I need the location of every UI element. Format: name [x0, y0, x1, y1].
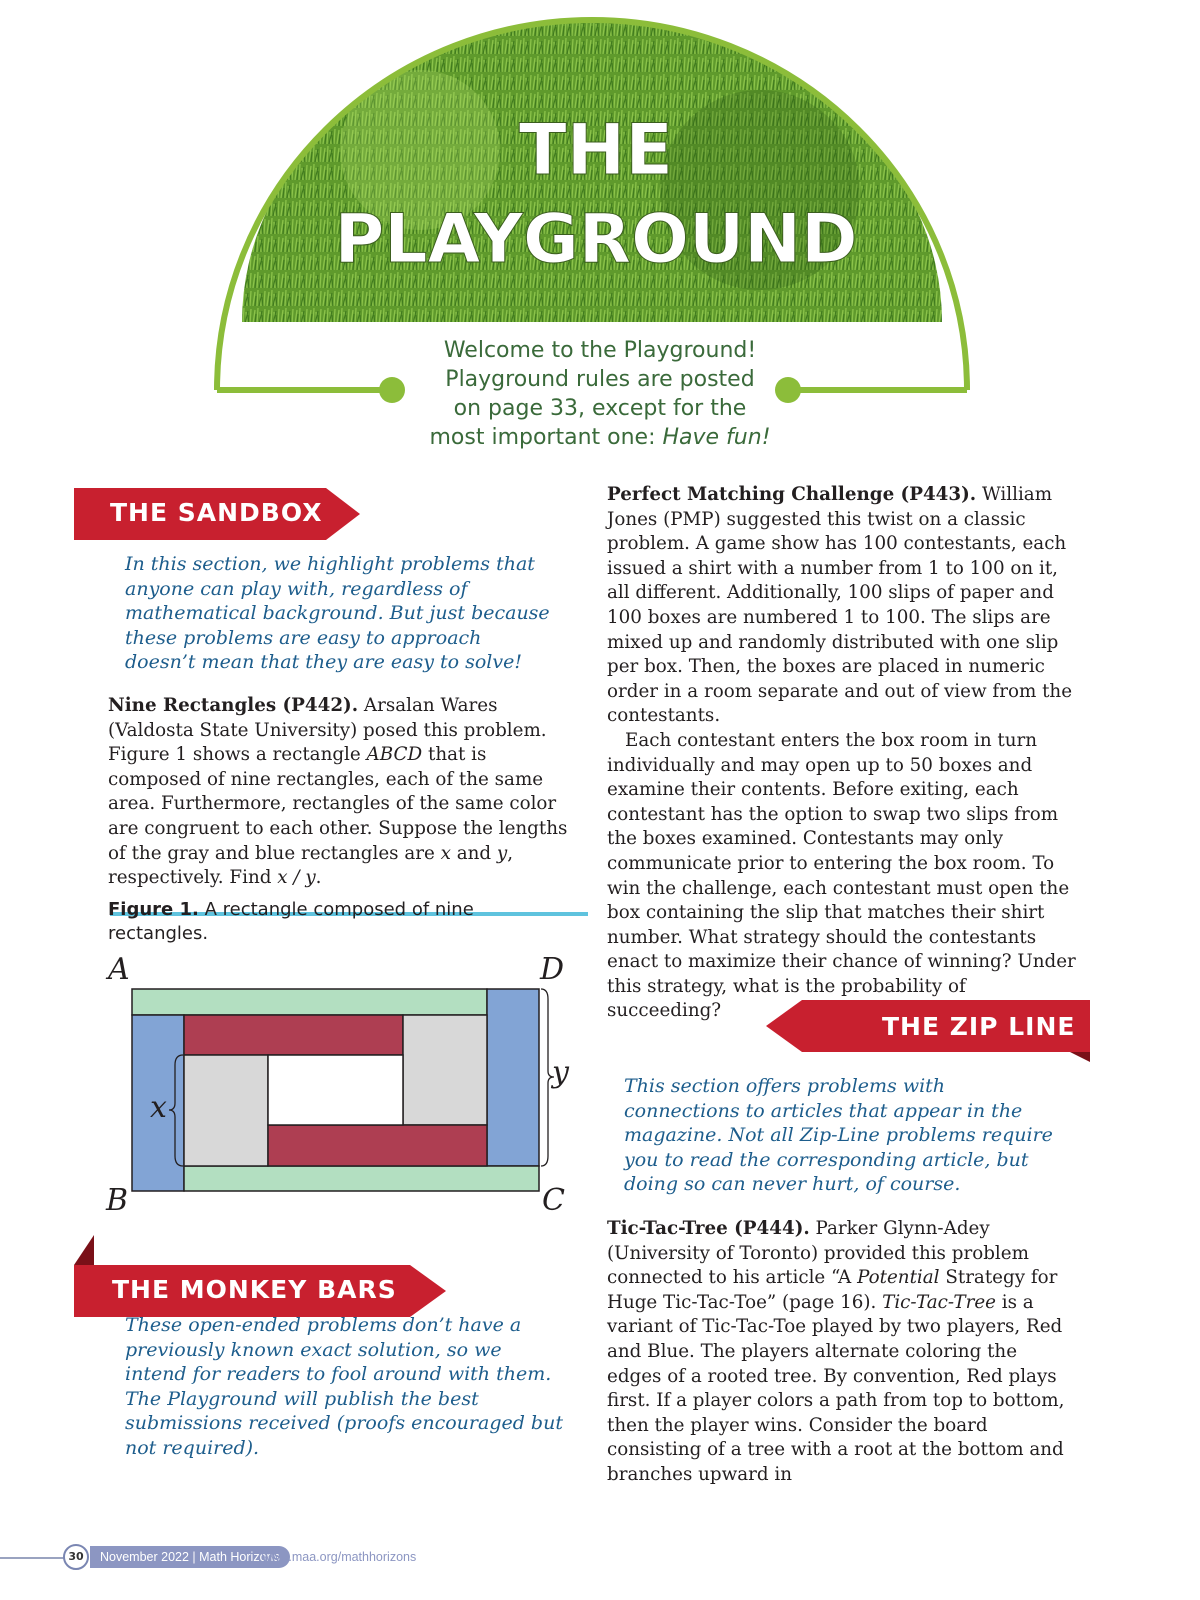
abcd-label: ABCD — [366, 744, 423, 766]
sandbox-intro-text: In this section, we highlight problems that anyone can play with, regardless of mathematical background. But just because these problems are easy to approach doesn’t mean that they are easy to solve! — [125, 553, 550, 673]
tic-tac-tree-problem — [607, 1217, 1069, 1488]
welcome-line: Playground rules are posted — [445, 367, 755, 392]
sandbox-banner — [74, 458, 374, 544]
zip-line-intro — [624, 1074, 1064, 1197]
rectangle-diagram — [100, 985, 600, 1245]
website-url[interactable]: www.maa.org/mathhorizons — [262, 1550, 417, 1564]
perfect-matching-paragraph-1 — [607, 483, 1077, 729]
problem-text: Parker Glynn-Adey (University of Toronto) provided this problem connected to his article “A — [607, 1218, 1029, 1289]
problem-text: Arsalan Wares (Valdosta State University) posed this problem. Figure 1 shows a rectangle — [108, 695, 547, 766]
nine-rectangles-paragraph — [108, 694, 578, 891]
problem-text: , respectively. Find — [108, 842, 514, 889]
title-line-2: PLAYGROUND — [334, 200, 858, 279]
problem-text: and — [450, 842, 497, 864]
page-header — [0, 0, 1200, 470]
issue-label: November 2022 | Math Horizons — [90, 1546, 290, 1568]
welcome-message — [380, 336, 820, 452]
nine-rectangles-problem — [108, 694, 578, 891]
problem-title: Tic-Tac-Tree (P444). — [607, 1218, 810, 1239]
problem-text: Strategy for Huge Tic-Tac-Toe” (page 16). — [607, 1267, 1058, 1313]
blue-rectangle-right — [487, 989, 539, 1166]
problem-text: William Jones (PMP) suggested this twist on a classic problem. A game show has 100 contestants, each issued a shirt with a number from 1 to 100 on it, all different. Additionally, 100 slips of paper and 100 boxes are numbered 1 to 100. The slips are mixed up and randomly distributed with one slip per box. Then, the boxes are placed in numeric order in a room separate and out of view from the contestants. — [607, 484, 1073, 727]
monkey-bars-banner — [74, 1235, 454, 1321]
nine-rectangles-figure — [100, 952, 600, 1245]
page-number: 30 — [63, 1544, 89, 1570]
zip-line-banner-label: THE ZIP LINE — [882, 1012, 1076, 1041]
red-rectangle-bottom — [268, 1125, 487, 1166]
zip-line-intro-text: This section offers problems with connections to articles that appear in the magazine. Not all Zip-Line problems require you to read the corresponding article, but doing so can never hurt, of course. — [624, 1075, 1053, 1195]
title-line-1: THE — [518, 109, 674, 191]
green-rectangle-bottom — [184, 1166, 539, 1191]
problem-text: that is composed of nine rectangles, each of the same area. Furthermore, rectangles of the same color are congruent to each other. Suppose the lengths of the gray and blue rectangles are — [108, 744, 568, 864]
ratio-expression: x / y — [277, 867, 316, 889]
vertex-label-c: C — [542, 1183, 565, 1218]
vertex-label-b: B — [106, 1183, 129, 1218]
tic-tac-tree-italic: Tic-Tac-Tree — [882, 1291, 996, 1313]
figure-caption-label: Figure 1. — [108, 899, 199, 920]
footer-rule — [0, 1557, 64, 1559]
gray-rectangle-right — [403, 1015, 487, 1125]
sandbox-intro — [125, 552, 555, 675]
gray-rectangle-left — [184, 1055, 268, 1166]
monkey-bars-intro-text: These open-ended problems don’t have a previously known exact solution, so we intend for readers to fool around with them. The Playground will publish the best submissions received (proofs encouraged but not required). — [125, 1314, 563, 1459]
potential-italic: Potential — [857, 1267, 940, 1289]
dimension-label-y: y — [552, 1055, 569, 1090]
vertex-label-a: A — [108, 952, 130, 987]
welcome-line — [380, 423, 820, 452]
red-rectangle-top — [184, 1015, 403, 1055]
green-rectangle-top — [132, 989, 487, 1015]
welcome-line: Welcome to the Playground! — [443, 338, 757, 363]
problem-text: . — [315, 867, 322, 889]
welcome-last-prefix: most important one: — [429, 425, 663, 450]
zip-line-banner — [766, 1000, 1096, 1064]
vertex-label-d: D — [540, 952, 565, 987]
white-rectangle-center — [268, 1055, 403, 1125]
tic-tac-tree-paragraph — [607, 1217, 1069, 1488]
problem-title: Nine Rectangles (P442). — [108, 695, 359, 716]
monkey-bars-banner-label: THE MONKEY BARS — [112, 1275, 397, 1304]
have-fun-emphasis: Have fun! — [662, 425, 771, 450]
y-variable: y — [496, 842, 508, 864]
perfect-matching-problem — [607, 483, 1077, 1024]
problem-text: is a variant of Tic-Tac-Toe played by two players, Red and Blue. The players alternate coloring the edges of a rooted tree. By convention, Red plays first. If a player colors a path from top to bottom, then the player wins. Consider the board consisting of a tree with a root at the bottom and branches upward in — [607, 1291, 1065, 1485]
dimension-label-x: x — [150, 1090, 167, 1125]
figure-caption — [108, 898, 558, 946]
monkey-bars-intro — [125, 1313, 565, 1460]
figure-caption-text: A rectangle composed of nine rectangles. — [108, 899, 474, 944]
problem-title: Perfect Matching Challenge (P443). — [607, 484, 977, 505]
sandbox-banner-label: THE SANDBOX — [110, 498, 323, 527]
welcome-line: on page 33, except for the — [453, 396, 747, 421]
perfect-matching-paragraph-2: Each contestant enters the box room in turn individually and may open up to 50 boxes and examine their contents. Before exiting, each contestant has the option to swap two slips from the boxes examined. Contestants may only communicate prior to entering the box room. To win the challenge, each contestant must open the box containing the slip that matches their shirt number. What strategy should the contestants enact to maximize their chance of winning? Under this strategy, what is the probability of succeeding? — [607, 729, 1076, 1022]
x-variable: x — [440, 842, 451, 864]
